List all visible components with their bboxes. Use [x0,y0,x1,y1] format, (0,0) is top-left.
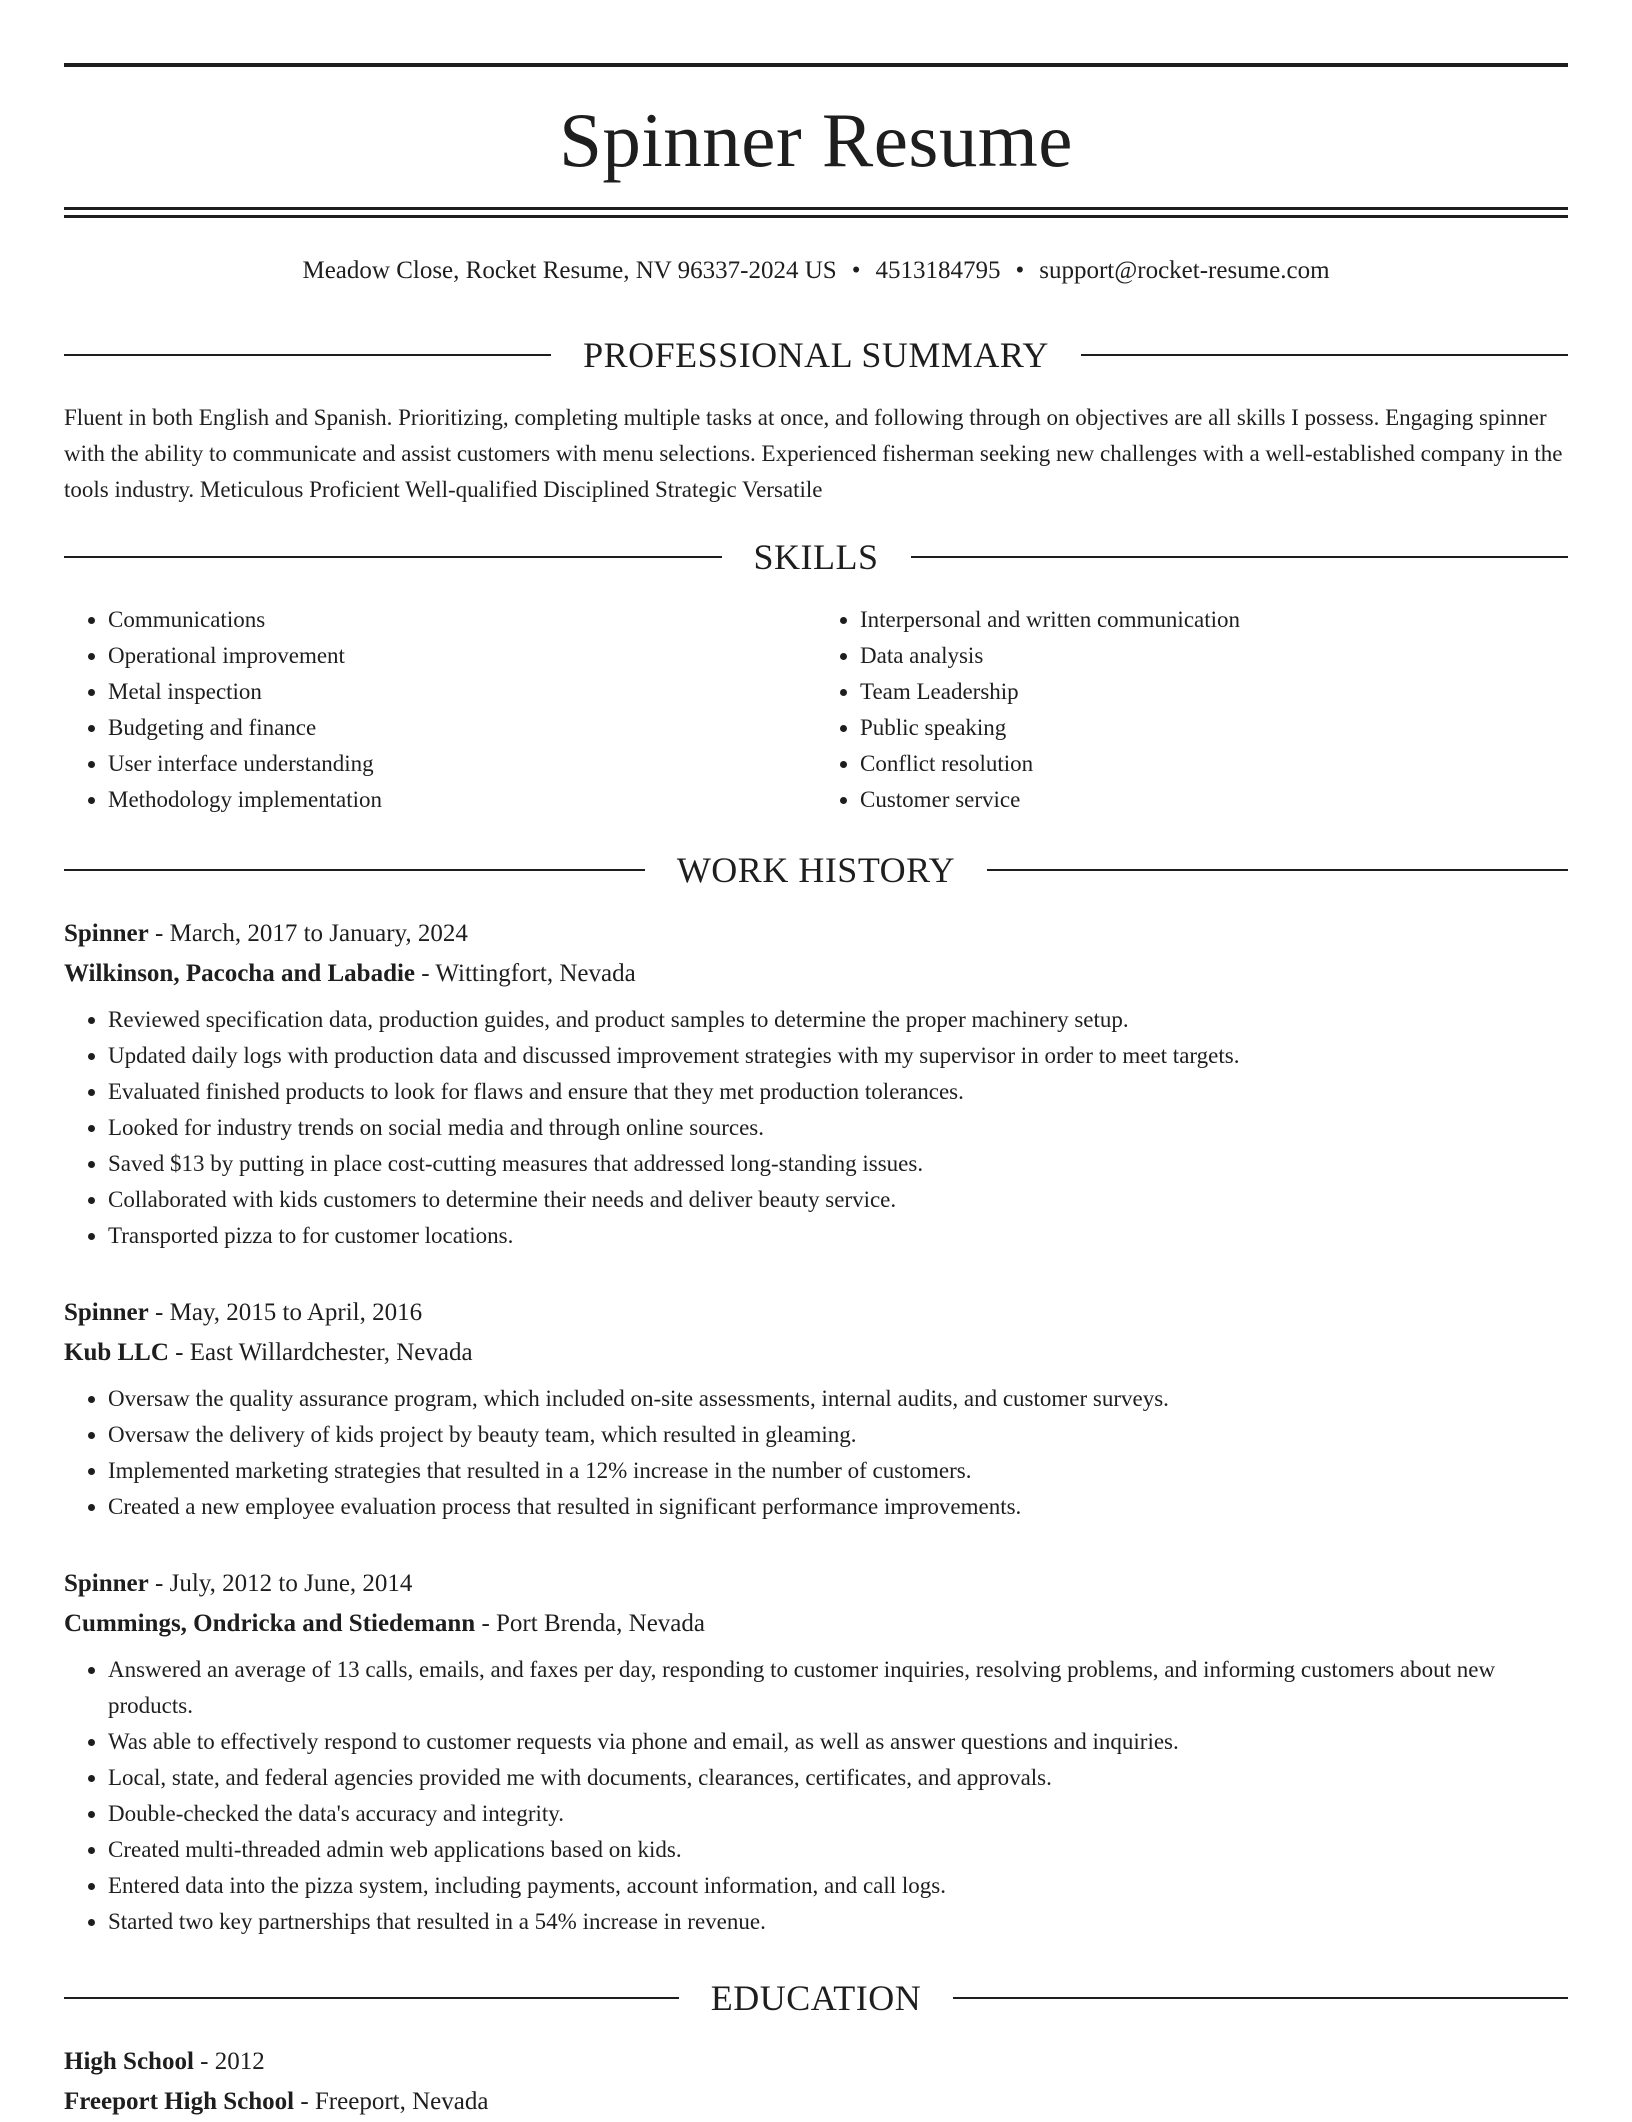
job-location: Port Brenda, Nevada [496,1610,705,1637]
job-title: Spinner [64,920,149,947]
job-bullet: • Local, state, and federal agencies provided me with documents, clearances, certificates, and approvals. [108,1760,1568,1796]
job-bullet: • Implemented marketing strategies that resulted in a 12% increase in the number of customers. [108,1453,1568,1489]
job-entry [64,1564,1568,1940]
skill-item: • Metal inspection [108,674,816,710]
skill-item: • Team Leadership [860,674,1568,710]
job-bullet: • Double-checked the data's accuracy and integrity. [108,1796,1568,1832]
job-bullet: • Was able to effectively respond to customer requests via phone and email, as well as answer questions and inquiries. [108,1724,1568,1760]
job-company-line: Kub LLC - East Willardchester, Nevada [64,1339,473,1366]
section-title: EDUCATION [710,1978,922,2018]
skills-columns [64,602,1568,818]
job-bullets [64,1381,1568,1525]
job-bullet: • Looked for industry trends on social media and through online sources. [108,1110,1568,1146]
job-dates: March, 2017 to January, 2024 [169,920,468,947]
job-bullet: • Updated daily logs with production data and discussed improvement strategies with my supervisor in order to meet targets. [108,1038,1568,1074]
job-company: Wilkinson, Pacocha and Labadie [64,960,416,987]
skill-item: • Communications [108,602,816,638]
education-location: Freeport, Nevada [314,2088,489,2115]
education-degree-line: High School - 2012 [64,2048,265,2075]
education-entry [64,2042,1568,2122]
skill-item: • User interface understanding [108,746,816,782]
skill-item: • Operational improvement [108,638,816,674]
skill-item: • Interpersonal and written communication [860,602,1568,638]
job-bullet: • Evaluated finished products to look for flaws and ensure that they met production tolerances. [108,1074,1568,1110]
heading-rule [64,1997,679,1999]
contact-email: support@rocket-resume.com [1039,257,1330,284]
job-title-line: Spinner - March, 2017 to January, 2024 [64,920,468,947]
job-bullet: • Oversaw the delivery of kids project by beauty team, which resulted in gleaming. [108,1417,1568,1453]
skill-item: • Methodology implementation [108,782,816,818]
heading-rule [987,869,1568,871]
job-company: Kub LLC [64,1339,169,1366]
job-location: East Willardchester, Nevada [189,1339,473,1366]
section-heading-summary [64,333,1568,377]
education-degree: High School [64,2048,194,2075]
skill-item: • Conflict resolution [860,746,1568,782]
education-school-line: Freeport High School - Freeport, Nevada [64,2088,489,2115]
heading-rule [911,556,1569,558]
skill-item: • Customer service [860,782,1568,818]
job-dates: July, 2012 to June, 2014 [169,1570,413,1597]
job-bullets [64,1652,1568,1940]
job-title-line: Spinner - July, 2012 to June, 2014 [64,1570,413,1597]
education-year: 2012 [214,2048,265,2075]
section-heading-education [64,1976,1568,2020]
job-entry [64,914,1568,1254]
job-company-line: Cummings, Ondricka and Stiedemann - Port Brenda, Nevada [64,1610,705,1637]
heading-rule [64,354,551,356]
section-heading-skills [64,535,1568,579]
heading-rule [1081,354,1568,356]
skill-item: • Budgeting and finance [108,710,816,746]
contact-phone: 4513184795 [875,257,1001,284]
title-double-rule [64,207,1568,218]
job-bullet: • Oversaw the quality assurance program, which included on-site assessments, internal audits, and customer surveys. [108,1381,1568,1417]
job-bullets [64,1002,1568,1254]
job-entry [64,1293,1568,1525]
section-heading-work [64,848,1568,892]
skills-list-right [816,602,1568,818]
section-title: SKILLS [753,537,879,577]
job-title: Spinner [64,1299,149,1326]
contact-address: Meadow Close, Rocket Resume, NV 96337-2024 US [302,257,837,284]
skill-item: • Data analysis [860,638,1568,674]
top-rule [64,63,1568,67]
job-bullet: • Collaborated with kids customers to determine their needs and deliver beauty service. [108,1182,1568,1218]
skill-item: • Public speaking [860,710,1568,746]
job-bullet: • Transported pizza to for customer locations. [108,1218,1568,1254]
job-company-line: Wilkinson, Pacocha and Labadie - Wittingfort, Nevada [64,960,636,987]
job-bullet: • Reviewed specification data, production guides, and product samples to determine the proper machinery setup. [108,1002,1568,1038]
education-school: Freeport High School [64,2088,295,2115]
resume-title: Spinner Resume [559,97,1073,183]
job-bullet: • Started two key partnerships that resulted in a 54% increase in revenue. [108,1904,1568,1940]
job-dates: May, 2015 to April, 2016 [169,1299,423,1326]
heading-rule [64,869,645,871]
heading-rule [64,556,722,558]
job-bullet: • Entered data into the pizza system, including payments, account information, and call logs. [108,1868,1568,1904]
contact-line [64,254,1568,288]
contact-separator: • [851,257,861,284]
job-title: Spinner [64,1570,149,1597]
section-title: WORK HISTORY [676,850,956,890]
section-title: PROFESSIONAL SUMMARY [583,335,1049,375]
job-company: Cummings, Ondricka and Stiedemann [64,1610,476,1637]
contact-separator: • [1015,257,1025,284]
job-bullet: • Created a new employee evaluation process that resulted in significant performance improvements. [108,1489,1568,1525]
job-location: Wittingfort, Nevada [435,960,636,987]
job-bullet: • Saved $13 by putting in place cost-cutting measures that addressed long-standing issues. [108,1146,1568,1182]
skills-list-left [64,602,816,818]
job-bullet: • Answered an average of 13 calls, emails, and faxes per day, responding to customer inquiries, resolving problems, and informing customers about new products. [108,1652,1568,1724]
job-bullet: • Created multi-threaded admin web applications based on kids. [108,1832,1568,1868]
job-title-line: Spinner - May, 2015 to April, 2016 [64,1299,423,1326]
summary-text: Fluent in both English and Spanish. Prioritizing, completing multiple tasks at once, and following through on objectives are all skills I possess. Engaging spinner with the ability to communicate and assist customers with menu selections. Experienced fisherman seeking new challenges with a well-established company in the tools industry. Meticulous Proficient Well-qualified Disciplined Strategic Versatile [64,405,1563,502]
heading-rule [953,1997,1568,1999]
